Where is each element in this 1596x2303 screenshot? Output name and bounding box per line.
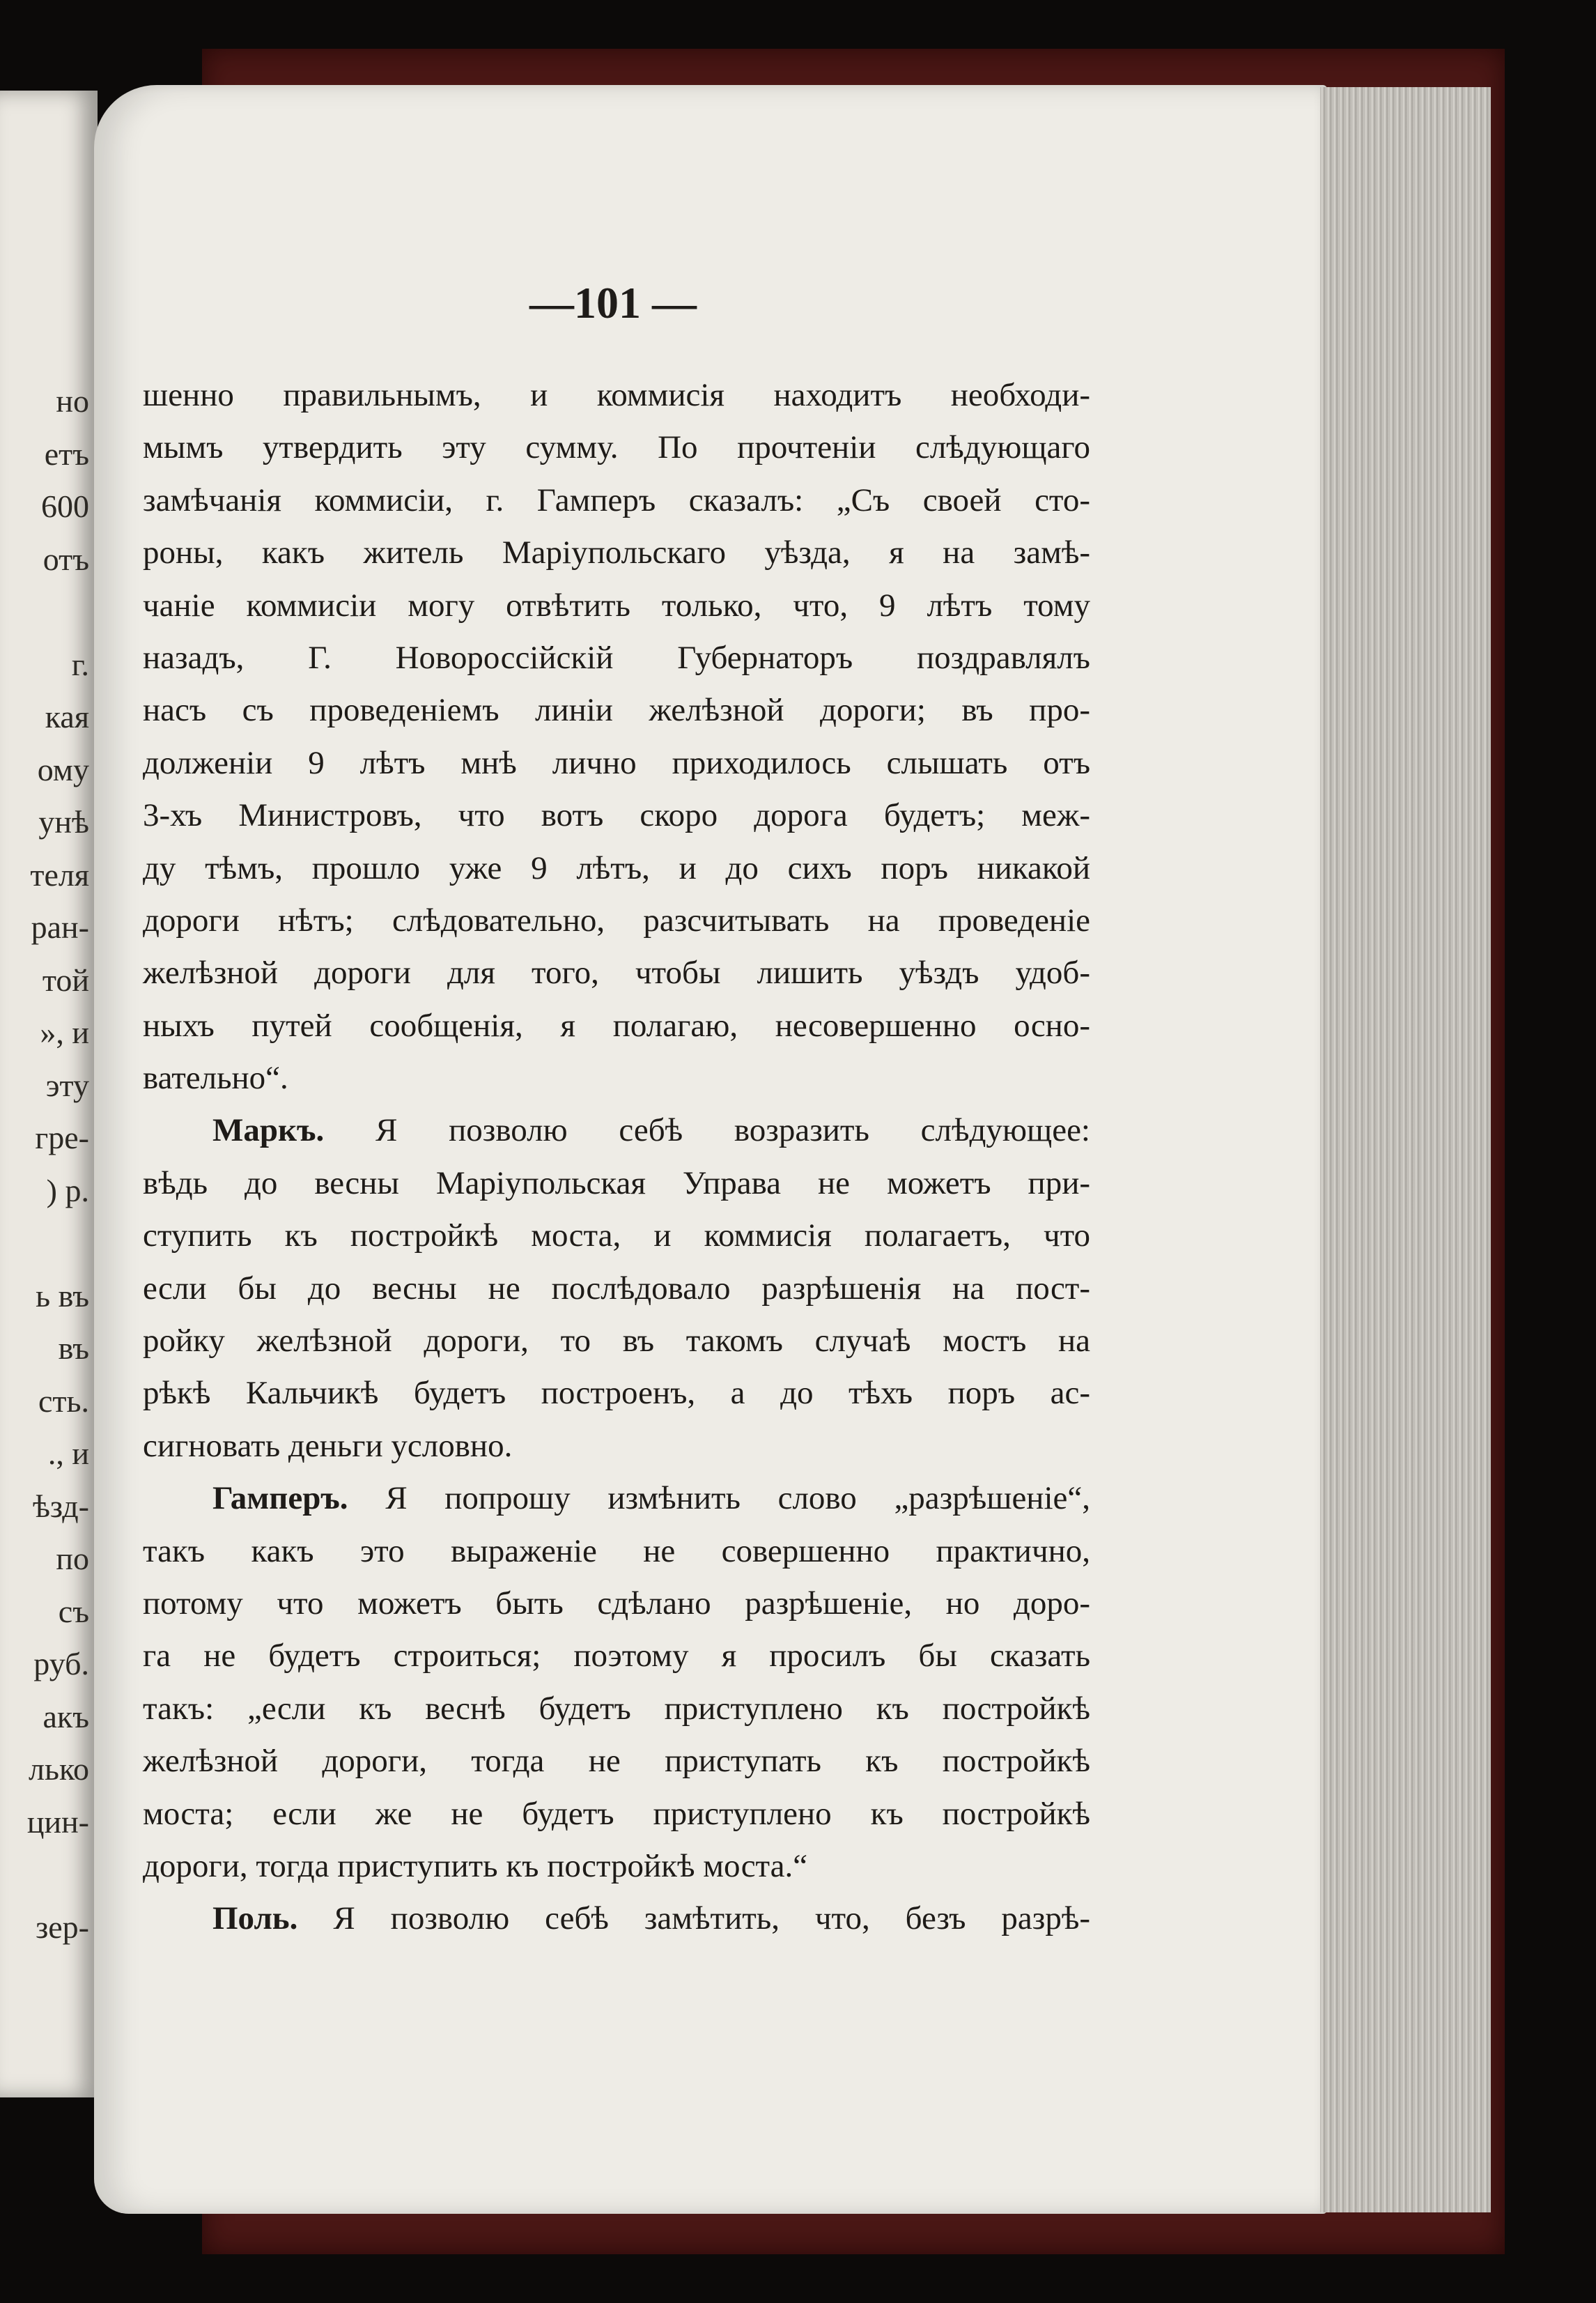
- text-line: [143, 1315, 1090, 1367]
- text-line: [143, 1735, 1090, 1787]
- line-text: Я позволю себѣ возразить слѣдующее:: [324, 1112, 1090, 1149]
- text-line: [143, 947, 1090, 999]
- left-page-fragment: той: [42, 962, 89, 998]
- text-line: [143, 895, 1090, 947]
- left-page-fragment: ) р.: [46, 1172, 89, 1208]
- text-line: [143, 1000, 1090, 1052]
- line-text: сигновать деньги условно.: [143, 1427, 513, 1464]
- line-text: такъ какъ это выраженіе не совершенно практично,: [143, 1532, 1090, 1569]
- text-line: [143, 1840, 1090, 1893]
- line-text: назадъ, Г. Новороссійскій Губернаторъ поздравлялъ: [143, 639, 1090, 676]
- text-line: [143, 632, 1090, 684]
- line-text: вѣдь до весны Маріупольская Управа не можетъ при-: [143, 1164, 1090, 1201]
- left-page-fragment: лько: [29, 1751, 89, 1787]
- text-line: [143, 1263, 1090, 1315]
- text-line: [143, 475, 1090, 527]
- line-text: если бы до весны не послѣдовало разрѣшенія на пост-: [143, 1270, 1090, 1307]
- left-page-fragment: эту: [45, 1067, 89, 1103]
- paragraph: [143, 1104, 1090, 1472]
- left-page-fragment: ому: [37, 751, 89, 787]
- left-page-fragment: [27, 1848, 89, 1901]
- line-text: ройку желѣзной дороги, то въ такомъ случаѣ мостъ на: [143, 1323, 1090, 1360]
- line-text: га не будетъ строиться; поэтому я просилъ бы сказать: [143, 1638, 1090, 1674]
- line-text: желѣзной дороги для того, чтобы лишить уѣздъ удоб-: [143, 955, 1090, 992]
- left-page-fragment: ѣзд-: [32, 1488, 89, 1524]
- text-line: [143, 527, 1090, 579]
- left-page-fragment: ь въ: [36, 1277, 89, 1314]
- line-text: долженіи 9 лѣтъ мнѣ лично приходилось слышать отъ: [143, 744, 1090, 781]
- text-line: [143, 1420, 1090, 1472]
- line-text: желѣзной дороги, тогда не приступать къ постройкѣ: [143, 1743, 1090, 1780]
- text-line: [143, 580, 1090, 632]
- left-page-fragment: [27, 1217, 89, 1270]
- text-line: [143, 684, 1090, 737]
- left-page-fragment: г.: [71, 646, 89, 682]
- paragraph: [143, 1472, 1090, 1893]
- line-text: потому что можетъ быть сдѣлано разрѣшеніе, но доро-: [143, 1585, 1090, 1622]
- line-text: шенно правильнымъ, и коммисія находитъ необходи-: [143, 377, 1090, 413]
- text-line: [143, 1472, 1090, 1525]
- left-page-fragment: цин-: [26, 1803, 89, 1840]
- line-text: такъ: „если къ веснѣ будетъ приступлено къ постройкѣ: [143, 1690, 1090, 1727]
- left-page-fragment: унѣ: [38, 804, 89, 840]
- text-line: [143, 369, 1090, 422]
- line-text: ныхъ путей сообщенія, я полагаю, несовершенно осно-: [143, 1007, 1090, 1044]
- text-line: [143, 1104, 1090, 1157]
- text-line: [143, 1683, 1090, 1735]
- text-line: [143, 1157, 1090, 1210]
- line-text: чаніе коммисіи могу отвѣтить только, что, 9 лѣтъ тому: [143, 587, 1090, 624]
- text-line: [143, 422, 1090, 474]
- left-page-fragment: по: [56, 1541, 89, 1576]
- speaker-name: Гамперъ.: [212, 1480, 348, 1517]
- line-text: роны, какъ житель Маріупольскаго уѣзда, я на замѣ-: [143, 534, 1090, 571]
- line-text: 3-хъ Министровъ, что вотъ скоро дорога будетъ; меж-: [143, 797, 1090, 834]
- line-text: вательно“.: [143, 1060, 288, 1097]
- line-text: дороги нѣтъ; слѣдовательно, разсчитывать на проведеніе: [143, 902, 1090, 939]
- left-page-fragment: зер-: [36, 1909, 89, 1945]
- line-text: ступить къ постройкѣ моста, и коммисія полагаетъ, что: [143, 1217, 1090, 1254]
- left-page-fragment: [27, 585, 89, 638]
- left-page-fragment: ., и: [47, 1435, 89, 1471]
- text-line: [143, 1525, 1090, 1578]
- text-line: [143, 737, 1090, 790]
- page-number: —101 —: [529, 278, 697, 328]
- left-page-fragment: гре-: [35, 1120, 89, 1155]
- line-text: Я попрошу измѣнить слово „разрѣшеніе“,: [348, 1480, 1090, 1517]
- left-page-fragment: акъ: [42, 1698, 89, 1734]
- text-line: [143, 1893, 1090, 1945]
- left-page-fragment: 600: [41, 488, 89, 524]
- text-line: [143, 1578, 1090, 1630]
- text-line: [143, 1630, 1090, 1682]
- left-page-fragment: етъ: [44, 436, 89, 472]
- left-page-fragment: », и: [40, 1015, 89, 1050]
- text-line: [143, 842, 1090, 895]
- line-text: ду тѣмъ, прошло уже 9 лѣтъ, и до сихъ поръ никакой: [143, 849, 1090, 886]
- line-text: дороги, тогда приступить къ постройкѣ моста.“: [143, 1847, 808, 1884]
- left-page-fragment: отъ: [42, 541, 89, 577]
- line-text: мымъ утвердить эту сумму. По прочтеніи слѣдующаго: [143, 429, 1090, 466]
- line-text: насъ съ проведеніемъ линіи желѣзной дороги; въ про-: [143, 692, 1090, 729]
- left-page-fragment: теля: [30, 856, 89, 893]
- paragraph: [143, 369, 1090, 1104]
- left-page-fragment: сть.: [38, 1382, 89, 1419]
- paragraph: [143, 1893, 1090, 1945]
- text-line: [143, 1052, 1090, 1104]
- left-page-fragment: съ: [58, 1593, 89, 1629]
- text-line: [143, 1210, 1090, 1262]
- speaker-name: Маркъ.: [212, 1112, 325, 1149]
- left-page-fragment: кая: [45, 699, 89, 734]
- text-line: [143, 790, 1090, 842]
- page-edges: [1320, 87, 1491, 2212]
- left-page-fragment: но: [56, 383, 89, 419]
- line-text: замѣчанія коммисіи, г. Гамперъ сказалъ: „Съ своей сто-: [143, 482, 1090, 518]
- left-page: [0, 91, 98, 2097]
- left-page-text-column: [27, 375, 89, 1953]
- line-text: Я позволю себѣ замѣтить, что, безъ разрѣ-: [297, 1900, 1090, 1937]
- line-text: рѣкѣ Кальчикѣ будетъ построенъ, а до тѣхъ поръ ас-: [143, 1375, 1090, 1412]
- left-page-fragment: ран-: [31, 909, 89, 945]
- text-line: [143, 1788, 1090, 1840]
- page-text: [143, 369, 1090, 1946]
- text-line: [143, 1367, 1090, 1419]
- speaker-name: Поль.: [212, 1900, 298, 1937]
- left-page-fragment: въ: [58, 1330, 89, 1366]
- left-page-fragment: руб.: [33, 1646, 89, 1681]
- line-text: моста; если же не будетъ приступлено къ постройкѣ: [143, 1795, 1090, 1832]
